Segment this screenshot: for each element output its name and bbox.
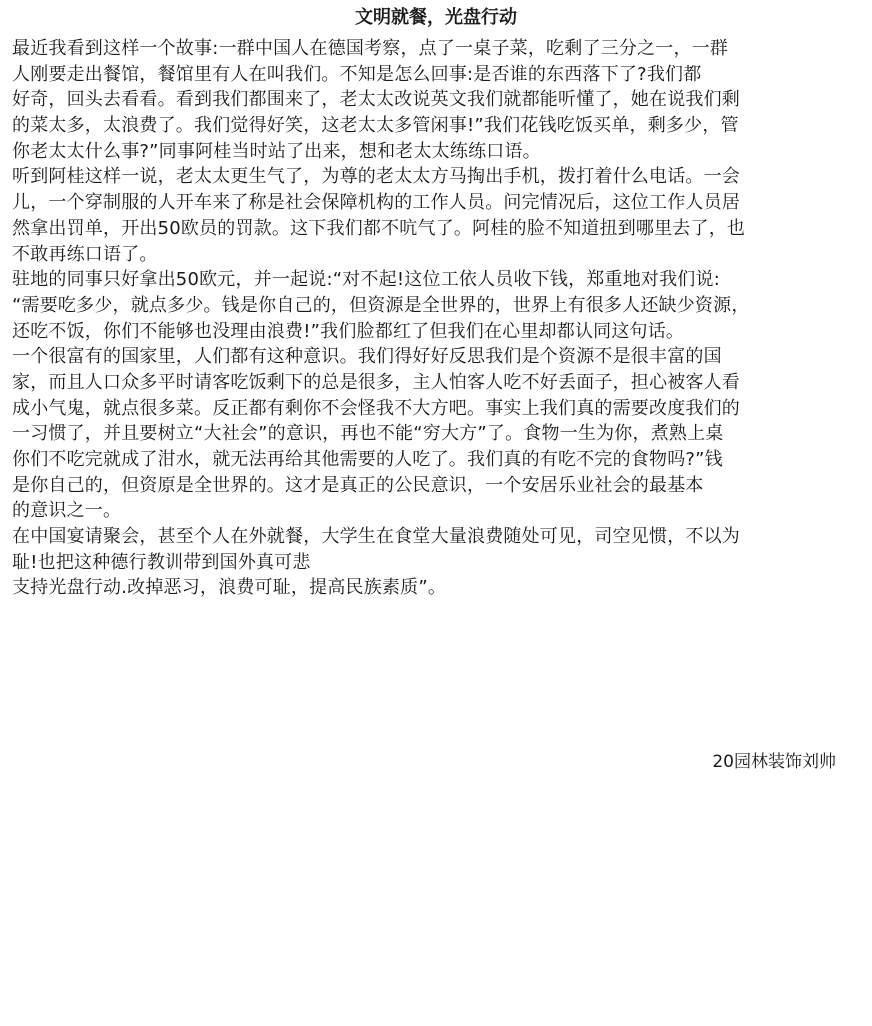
body-line: 的菜太多，太浪费了。我们觉得好笑，这老太太多管闲事!”我们花钱吃饭买单，剩多少，管 [12,115,739,137]
body-line: 儿，一个穿制服的人开车来了称是社会保障机构的工作人员。问完情况后，这位工作人员居 [12,192,740,214]
body-line: 成小气鬼，就点很多菜。反正都有剩你不会怪我不大方吧。事实上我们真的需要改度我们的 [12,397,740,419]
body-line: 听到阿桂这样一说，老太太更生气了，为尊的老太太方马掏出手机，拨打着什么电话。一会 [12,166,740,188]
document-title: 文明就餐，光盘行动 [355,7,517,28]
body-line: 是你自己的，但资原是全世界的。这才是真正的公民意识，一个安居乐业社会的最基本 [12,474,704,496]
body-line: 耻!也把这种德行教训带到国外真可悲 [12,551,311,573]
body-line: 家，而且人口众多平时请客吃饭剩下的总是很多，主人怕客人吃不好丢面子，担心被客人看 [12,371,740,393]
body-line: 一习惯了，并且要树立“大社会”的意识，再也不能“穷大方”了。食物一生为你，煮熟上桌 [12,423,724,445]
body-line: “需要吃多少，就点多少。钱是你自己的，但资源是全世界的，世界上有很多人还缺少资源， [12,294,750,316]
body-line: 最近我看到这样一个故事:一群中国人在德国考察，点了一桌子菜，吃剩了三分之一，一群 [12,38,729,59]
body-line: 不敢再练口语了。 [12,243,158,265]
body-line: 人刚要走出餐馆，餐馆里有人在叫我们。不知是怎么回事:是否谁的东西落下了?我们都 [12,63,702,85]
body-line: 在中国宴请聚会，甚至个人在外就餐，大学生在食堂大量浪费随处可见，司空见惯，不以为 [12,526,740,548]
body-line: 一个很富有的国家里，人们都有这种意识。我们得好好反思我们是个资源不是很丰富的国 [12,346,722,368]
body-line: 还吃不饭，你们不能够也没理由浪费!”我们脸都红了但我们在心里却都认同这句话。 [12,320,685,342]
body-line: 的意识之一。 [12,500,122,522]
body-line: 你老太太什么事?”同事阿桂当时站了出来，想和老太太练练口语。 [12,140,541,162]
body-line: 好奇，回头去看看。看到我们都围来了，老太太改说英文我们就都能听懂了，她在说我们剩 [12,89,740,111]
body-line: 驻地的同事只好拿出50欧元，并一起说:“对不起!这位工依人员收下钱，郑重地对我们说: [12,269,720,291]
author-signature: 20园林装饰刘帅 [712,752,836,772]
body-line: 然拿出罚单，开出50欧员的罚款。这下我们都不吭气了。阿桂的脸不知道扭到哪里去了，也 [12,217,746,239]
body-line: 支持光盘行动.改掉恶习，浪费可耻，提高民族素质”。 [12,577,447,599]
body-line: 你们不吃完就成了泔水，就无法再给其他需要的人吃了。我们真的有吃不完的食物吗?”钱 [12,449,723,470]
document-body [12,36,860,601]
